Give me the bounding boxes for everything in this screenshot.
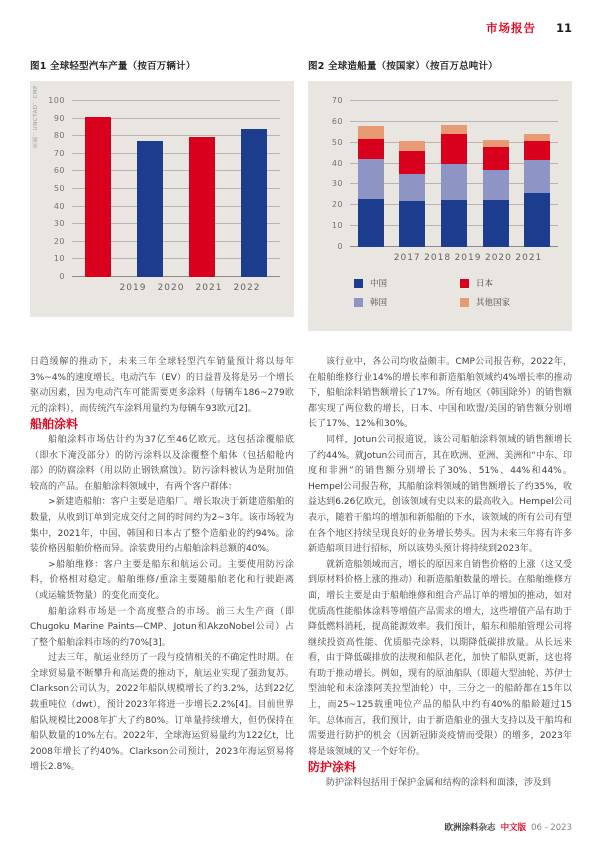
bar-slot <box>176 101 228 277</box>
y-axis-tick: 0 <box>59 272 65 281</box>
section-heading-marine-coatings: 船舶涂料 <box>30 417 79 432</box>
journal-edition: 中文版 <box>500 823 527 833</box>
bar-segment <box>399 174 425 201</box>
y-axis-tick: 10 <box>53 254 65 264</box>
y-axis-tick: 10 <box>331 221 343 231</box>
y-axis-tick: 50 <box>331 137 343 147</box>
bar-slot <box>433 101 475 247</box>
bar-slot <box>475 101 517 247</box>
y-axis-tick: 80 <box>53 131 65 141</box>
paragraph: 船舶涂料市场估计约为37亿至46亿欧元。这包括涂覆船底（即水下淹没部分）的防污涂料以及涂覆整个船体（包括船舱内部）的防腐涂料（用以防止钢铁腐蚀）。防污涂料被认为是附加值较高的产品。在船舶涂料领域中，有两个客户群体： <box>30 434 294 492</box>
bar-segment <box>399 141 425 151</box>
paragraph: 同样，Jotun公司报道说，该公司船舶涂料领域的销售额增长了约44%。就Jotun公司而言，其在欧洲、亚洲、美洲和“中东、印度和非洲”的销售额分别增长了30%、51%、44%和44%。Hempel公司报告称，其船舶涂料领域的销售额增长了约35%，收益达到6.26亿欧元，创该领域有史以来的最高收入。Hempel公司表示，随着干船坞的增加和新船舶的下水，该领域的所有公司有望在各个地区持续呈现良好的业务增长势头。因为未来三年将有许多新造船项目进行招标，所以该势头预计将持续到2023年。 <box>308 434 572 555</box>
right-column <box>308 355 572 792</box>
figure-2 <box>308 58 572 331</box>
bar-segment <box>524 193 550 247</box>
bar-segment <box>399 151 425 174</box>
y-axis-tick: 0 <box>337 242 343 251</box>
y-axis-tick: 40 <box>331 158 343 168</box>
left-column <box>30 355 294 792</box>
bar-segment <box>483 140 509 147</box>
figure-2-chart <box>308 81 572 331</box>
bar-slot <box>516 101 558 247</box>
page-header <box>30 20 572 36</box>
journal-issue: 06 - 2023 <box>531 823 572 833</box>
bar-2021 <box>524 134 550 247</box>
y-axis-tick: 20 <box>53 236 65 246</box>
x-axis-tick: 2017 <box>393 253 421 263</box>
y-axis-tick: 60 <box>53 166 65 176</box>
paragraph: 防护涂料包括用于保护金属和结构的涂料和面漆，涉及到 <box>326 778 552 789</box>
bar-segment <box>358 139 384 160</box>
figure-1-x-axis <box>72 277 280 293</box>
legend-item-3 <box>460 296 562 308</box>
bar-segment <box>399 201 425 247</box>
bar-segment <box>441 164 467 201</box>
paragraph: >新建造船舶：客户主要是造船厂。增长取决于新建造船舶的数量，从收到订单到完成交付之间的时间约为2~3年。该市场较为集中，2021年，中国、韩国和日本占了整个造船业的约94%。涂装价格因船舶价格而异。涂装费用约占船舶涂料总额的40%。 <box>30 497 294 555</box>
paragraph: 就新造船领域而言，增长的原因来自销售价格的上涨（这又受到原材料价格上涨的推动）和新造船舶数量的增长。在船舶维修方面，增长主要是由于船舶维修和组合产品订单的增加的推动，如对优质高性能船体涂料等增值产品需求的增大，这些增值产品有助于降低燃料消耗，提高能源效率。我们预计，船东和船舶管理公司将继续投资高性能、优质船壳涂料，以期降低碳排放量。从长远来看，由于降低碳排放的法规和船队老化，加快了船队更新，这也将有助于推动增长。例如，现有的原油船队（即超大型油轮、苏伊士型油轮和未涂漆阿芙拉型油轮）中，三分之一的船龄都在15年以上，而25~125载重吨位产品的船队中约有40%的船龄超过15年。总体而言，我们预计，由于新造船业的强大支持以及干船坞和需要进行防护的机会（因新冠肺炎疫情而受限）的增多，2023年将是该领域的又一个好年份。 <box>308 559 572 757</box>
bar-segment <box>441 125 467 134</box>
y-axis-tick: 60 <box>331 116 343 126</box>
figure-source-note: 来源：UNCTAD，CMP <box>33 85 39 149</box>
figure-1-title: 图1 全球轻型汽车产量（按百万辆计） <box>30 61 196 72</box>
legend-swatch <box>460 279 469 288</box>
bar-2022 <box>241 129 267 277</box>
bar-2017 <box>358 126 384 247</box>
legend-swatch <box>354 298 363 307</box>
bar-slot <box>72 101 124 277</box>
paragraph: 该行业中，各公司均收益颇丰。CMP公司报告称，2022年，在船舶维修行业14%的增长率和新造船舶领域约4%增长率的推动下，船舶涂料销售额增长了17%。所有地区（韩国除外）的销售额都实现了两位数的增长，日本、中国和欧盟/美国的销售额分别增长了17%、12%和30%。 <box>308 357 572 430</box>
bar-segment <box>441 134 467 163</box>
legend-item-2 <box>354 296 456 308</box>
bars-layer <box>350 101 558 247</box>
legend-item-0 <box>354 277 456 289</box>
bar-segment <box>524 160 550 192</box>
x-axis-tick: 2020 <box>157 283 185 293</box>
y-axis-tick: 20 <box>331 200 343 210</box>
y-axis-tick: 40 <box>53 201 65 211</box>
figures-row <box>30 58 572 331</box>
x-axis-tick: 2020 <box>484 253 512 263</box>
bar-segment <box>524 141 550 161</box>
y-axis-tick: 70 <box>53 148 65 158</box>
bar-segment <box>441 200 467 247</box>
bar-segment <box>483 200 509 247</box>
figure-1-legend <box>30 293 294 307</box>
bar-slot <box>350 101 392 247</box>
bar-2018 <box>399 141 425 247</box>
legend-label: 中国 <box>370 279 388 289</box>
legend-swatch <box>354 279 363 288</box>
bar-segment <box>483 147 509 170</box>
section-heading-protective-coatings: 防护涂料 <box>308 760 357 775</box>
paragraph: 日趋缓解的推动下，未来三年全球轻型汽车销量预计将以每年3%~4%的速度增长。电动汽车（EV）的日益普及将是另一个增长驱动因素，因为电动汽车可能需要更多涂料（每辆车186~279欧元的涂料），而传统汽车涂料用量约为每辆车93欧元[2]。 <box>30 357 294 414</box>
figure-2-legend <box>308 263 572 308</box>
y-axis-tick: 90 <box>53 113 65 123</box>
legend-label: 其他国家 <box>476 298 511 308</box>
figure-1 <box>30 58 294 331</box>
bar-slot <box>124 101 176 277</box>
bar-segment <box>358 126 384 139</box>
bar-segment <box>358 159 384 199</box>
figure-1-plot-area <box>48 96 280 281</box>
bar-slot <box>228 101 280 277</box>
page-footer <box>445 821 572 833</box>
bar-segment <box>483 170 509 200</box>
x-axis-tick: 2021 <box>515 253 543 263</box>
page-number: 11 <box>555 21 572 35</box>
legend-label: 日本 <box>476 279 494 289</box>
journal-title: 欧洲涂料杂志 <box>444 823 496 833</box>
y-axis-tick: 100 <box>48 96 65 105</box>
figure-1-chart <box>30 81 294 317</box>
x-axis-tick: 2019 <box>454 253 482 263</box>
bar-segment <box>358 199 384 247</box>
paragraph: 船舶涂料市场是一个高度整合的市场。前三大生产商（即Chugoku Marine Paints—CMP、Jotun和AkzoNobel公司）占了整个船舶涂料市场的约70%[3]。 <box>30 606 294 648</box>
x-axis-tick: 2019 <box>119 283 147 293</box>
y-axis-tick: 70 <box>331 96 343 105</box>
paragraph: >船舶维修：客户主要是船东和航运公司。主要使用防污涂料，价格相对稳定。船舶维修/重涂主要随船舶老化和行驶距离（或运输货物量）的变化而变化。 <box>30 559 294 601</box>
figure-2-plot-area <box>331 96 558 251</box>
legend-label: 韩国 <box>370 298 388 308</box>
bar-2021 <box>189 137 215 277</box>
legend-swatch <box>460 298 469 307</box>
article-body <box>30 355 572 792</box>
bar-2020 <box>137 141 163 277</box>
bars-layer <box>72 101 280 277</box>
legend-item-1 <box>460 277 562 289</box>
y-axis-tick: 30 <box>331 179 343 189</box>
y-axis-tick: 50 <box>53 184 65 193</box>
figure-2-title: 图2 全球造船量（按国家）（按百万总吨计） <box>308 61 498 72</box>
figure-2-x-axis <box>350 247 558 263</box>
y-axis-tick: 30 <box>53 219 65 229</box>
paragraph: 过去三年，航运业经历了一段与疫情相关的不确定性时期。在全球贸易量不断攀升和高运费的推动下，航运业实现了强劲复苏。Clarkson公司认为，2022年船队规模增长了约3.2%，达到22亿载重吨位（dwt），预计2023年将进一步增长2.2%[4]。目前世界船队规模比2008年扩大了约80%。订单量持续增大，但仍保持在船队数量的10%左右。2022年，全球海运贸易量约为122亿t，比2008年增长了约40%。Clarkson公司预计，2023年海运贸易将增长2.8%。 <box>30 653 294 773</box>
bar-2019 <box>441 125 467 247</box>
bar-2020 <box>483 140 509 247</box>
bar-2019 <box>85 117 111 277</box>
x-axis-tick: 2022 <box>233 283 261 293</box>
bar-slot <box>392 101 434 247</box>
x-axis-tick: 2018 <box>424 253 452 263</box>
section-title: 市场报告 <box>485 21 536 35</box>
x-axis-tick: 2021 <box>195 283 223 293</box>
